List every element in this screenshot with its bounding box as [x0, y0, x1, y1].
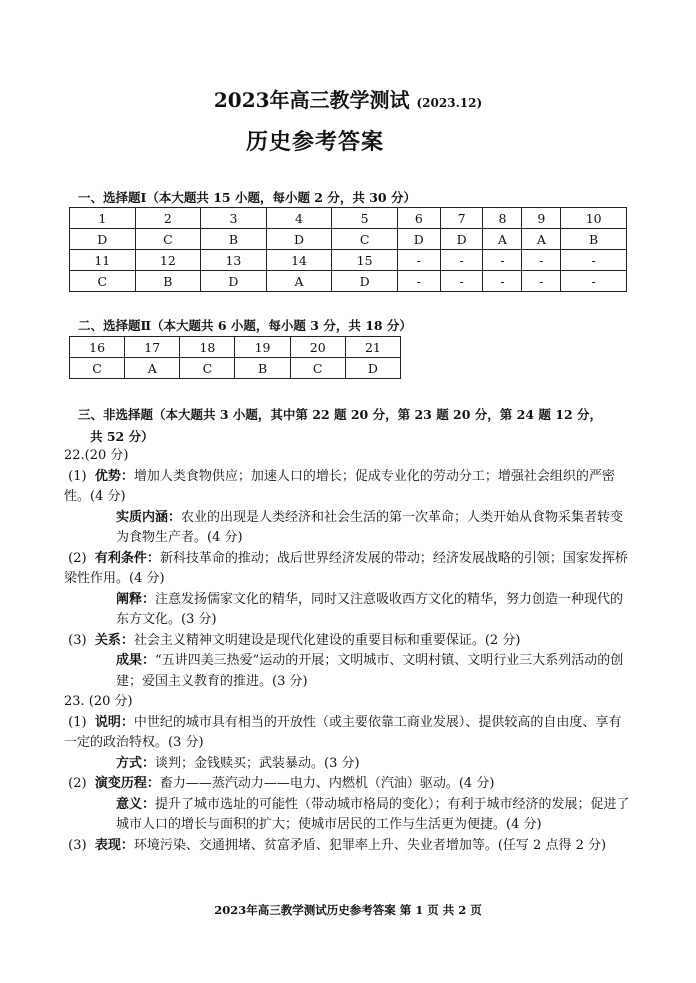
answer-key: 阐释：	[116, 591, 156, 607]
section1-table-cell: 8	[483, 208, 522, 229]
section1-table-cell: D	[332, 271, 398, 292]
q22-part2b	[64, 590, 630, 631]
section1-table-cell: -	[440, 271, 483, 292]
section2-table-cell: 18	[180, 337, 235, 358]
section1-table-row	[70, 208, 627, 229]
answer-key: 优势：	[94, 468, 134, 484]
section2-table-cell: 17	[125, 337, 180, 358]
section1-table-cell: 3	[201, 208, 267, 229]
q23-part1	[64, 713, 630, 754]
q22-heading: 22.(20 分)	[64, 448, 129, 463]
section2-table-cell: 21	[345, 337, 400, 358]
exam-title	[0, 84, 696, 113]
section1-table-cell: -	[440, 250, 483, 271]
section1-table-cell: -	[397, 271, 440, 292]
answer-key: 有利条件：	[94, 550, 160, 566]
section1-table-cell: 5	[332, 208, 398, 229]
section1-table-cell: B	[135, 271, 201, 292]
section1-table-row	[70, 271, 627, 292]
part-number: (3)	[68, 632, 87, 648]
section2-table-cell: A	[125, 358, 180, 379]
section1-table-cell: 10	[561, 208, 627, 229]
section2-table-cell: B	[235, 358, 290, 379]
answer-text: 增加人类食物供应；加速人口的增长；促成专业化的劳动分工；增强社会组织的严密性。(4 分)	[64, 468, 615, 504]
section1-table-cell: -	[522, 250, 561, 271]
section1-table-cell: A	[266, 271, 332, 292]
section1-table-cell: -	[483, 250, 522, 271]
part-number: (2)	[68, 550, 87, 566]
section3-heading	[78, 405, 602, 445]
section1-table-cell: 11	[70, 250, 136, 271]
q23-part1b	[64, 754, 630, 775]
section1-table-cell: 9	[522, 208, 561, 229]
section2-table-cell: 19	[235, 337, 290, 358]
answer-text: 社会主义精神文明建设是现代化建设的重要目标和重要保证。(2 分)	[133, 632, 521, 648]
section2-table-row	[70, 358, 401, 379]
part-number: (3)	[68, 837, 87, 853]
section1-table-cell: 7	[440, 208, 483, 229]
section1-table-cell: 6	[397, 208, 440, 229]
answer-text: 谈判；金钱赎买；武装暴动。(3 分)	[155, 755, 360, 771]
section3-heading-line2: 共 52 分）	[90, 429, 154, 444]
section2-table-cell: C	[290, 358, 345, 379]
section1-table-cell: D	[70, 229, 136, 250]
section1-table-cell: -	[561, 271, 627, 292]
section2-table-cell: 16	[70, 337, 125, 358]
answer-key: 关系：	[94, 632, 134, 648]
section3-heading-line1: 三、非选择题（本大题共 3 小题，其中第 22 题 20 分，第 23 题 20 分，第 24 题 12 分，	[78, 407, 602, 422]
section1-answer-table	[69, 207, 627, 292]
answer-text: 注意发扬儒家文化的精华，同时又注意吸收西方文化的精华，努力创造一种现代的东方文化。(3 分)	[116, 591, 624, 627]
answer-text: 新科技革命的推动；战后世界经济发展的带动；经济发展战略的引领；国家发挥桥梁性作用。(4 分)	[64, 550, 628, 586]
answer-key: 演变历程：	[94, 776, 160, 791]
part-number: (1)	[68, 468, 87, 484]
exam-title-main: 2023年高三教学测试	[213, 88, 410, 112]
q22-part3	[64, 631, 630, 652]
part-number: (1)	[68, 714, 87, 730]
section2-table-cell: C	[70, 358, 125, 379]
q23-part2	[64, 774, 630, 795]
answer-body	[64, 446, 630, 856]
q22-part3b	[64, 651, 630, 692]
answer-text: 环境污染、交通拥堵、贫富矛盾、犯罪率上升、失业者增加等。(任写 2 点得 2 分)	[133, 837, 607, 853]
answer-text: 畜力——蒸汽动力——电力、内燃机（汽油）驱动。(4 分)	[159, 776, 495, 791]
answer-key: 表现：	[94, 837, 134, 853]
section1-table-cell: C	[332, 229, 398, 250]
answer-key: 成果：	[116, 653, 156, 668]
exam-subtitle: 历史参考答案	[245, 129, 384, 155]
section1-table-cell: 13	[201, 250, 267, 271]
section1-table-cell: A	[483, 229, 522, 250]
answer-text: “五讲四美三热爱”运动的开展；文明城市、文明村镇、文明行业三大系列活动的创建；爱国主义教育的推进。(3 分)	[116, 653, 624, 689]
answer-key: 实质内涵：	[116, 509, 182, 525]
q23-heading: 23. (20 分)	[64, 694, 133, 709]
section1-table-cell: D	[201, 271, 267, 292]
section2-table-cell: 20	[290, 337, 345, 358]
section1-table-cell: D	[397, 229, 440, 250]
section1-table-cell: 12	[135, 250, 201, 271]
q22-part2	[64, 549, 630, 590]
section2-table-cell: C	[180, 358, 235, 379]
section1-table-cell: C	[70, 271, 136, 292]
exam-title-date: (2023.12)	[416, 96, 483, 110]
q22-part1b	[64, 508, 630, 549]
section1-table-cell: B	[201, 229, 267, 250]
section1-table-cell: D	[266, 229, 332, 250]
section2-heading: 二、选择题Ⅱ（本大题共 6 小题，每小题 3 分，共 18 分）	[78, 318, 412, 333]
section1-table-row	[70, 229, 627, 250]
section1-table-cell: C	[135, 229, 201, 250]
section1-table-cell: 2	[135, 208, 201, 229]
section1-table-cell: D	[440, 229, 483, 250]
section1-table-cell: 14	[266, 250, 332, 271]
q23-part2b	[64, 795, 630, 836]
answer-text: 农业的出现是人类经济和社会生活的第一次革命；人类开始从食物采集者转变为食物生产者。(4 分)	[116, 509, 624, 545]
section2-table-cell: D	[345, 358, 400, 379]
answer-text: 提升了城市选址的可能性（带动城市格局的变化）；有利于城市经济的发展；促进了城市人口的增长与面积的扩大；使城市居民的工作与生活更为便捷。(4 分)	[116, 796, 630, 832]
section1-table-cell: -	[522, 271, 561, 292]
section1-table-cell: 15	[332, 250, 398, 271]
section2-table-row	[70, 337, 401, 358]
answer-text: 中世纪的城市具有相当的开放性（或主要依靠工商业发展）、提供较高的自由度、享有一定的政治特权。(3 分)	[64, 714, 622, 750]
section1-table-cell: A	[522, 229, 561, 250]
q22-part1	[64, 467, 630, 508]
page-footer: 2023年高三教学测试历史参考答案 第 1 页 共 2 页	[214, 903, 482, 917]
section1-table-cell: 4	[266, 208, 332, 229]
section1-table-cell: -	[397, 250, 440, 271]
part-number: (2)	[68, 776, 87, 791]
answer-key: 意义：	[116, 796, 156, 812]
section1-table-cell: -	[561, 250, 627, 271]
section1-heading: 一、选择题Ⅰ（本大题共 15 小题，每小题 2 分，共 30 分）	[78, 190, 416, 205]
section2-answer-table	[69, 336, 401, 379]
q23-part3	[64, 836, 630, 857]
answer-key: 说明：	[94, 714, 134, 730]
answer-key: 方式：	[116, 755, 156, 771]
section1-table-cell: B	[561, 229, 627, 250]
section1-table-cell: 1	[70, 208, 136, 229]
section1-table-row	[70, 250, 627, 271]
section1-table-cell: -	[483, 271, 522, 292]
